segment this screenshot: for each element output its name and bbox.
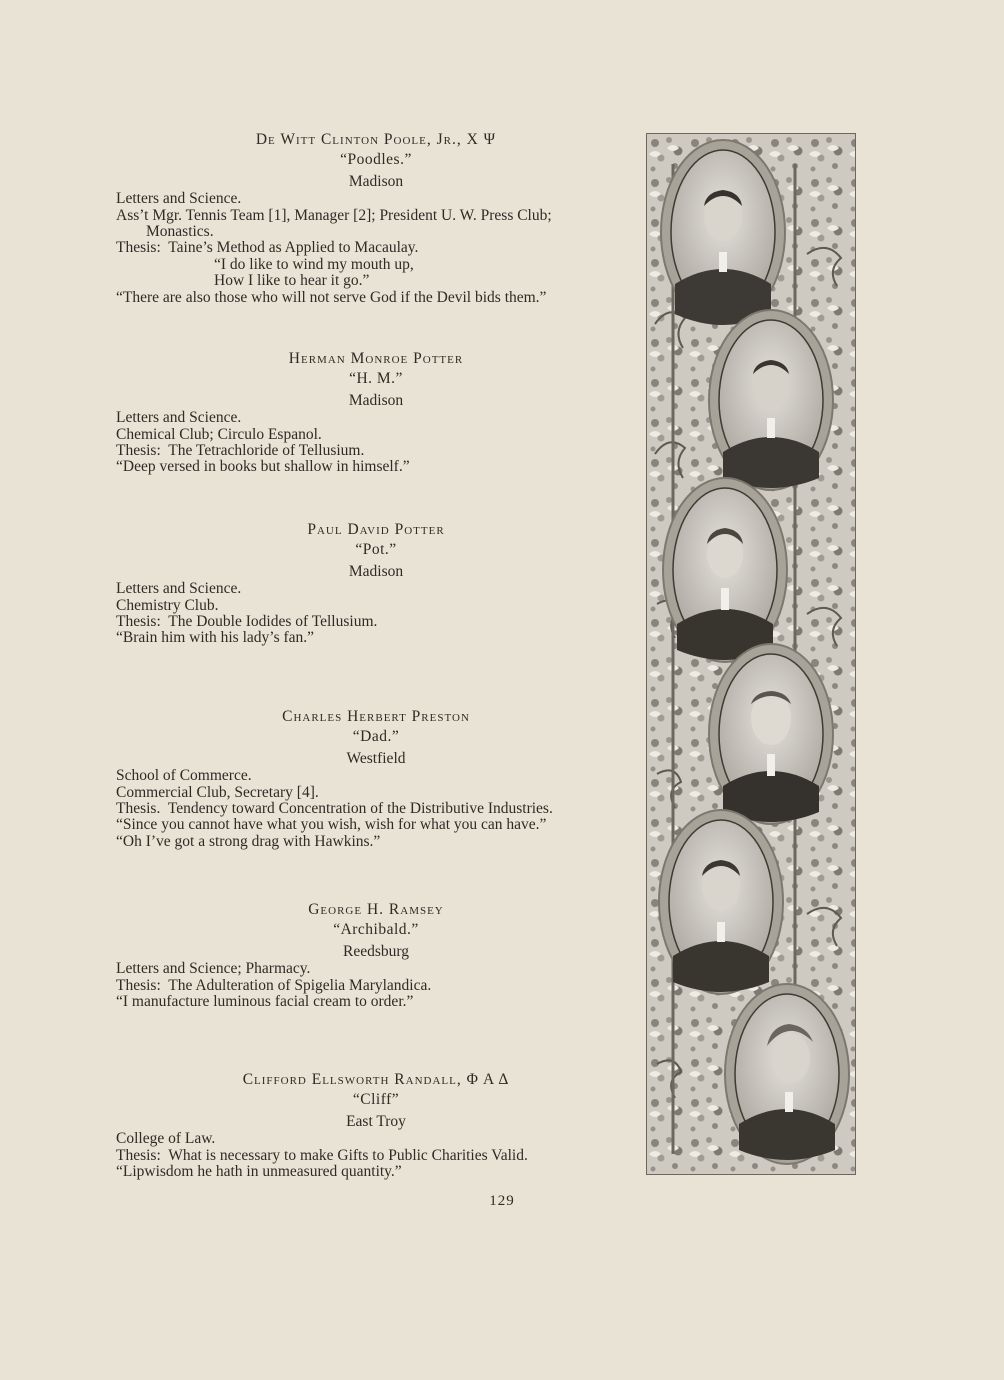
thesis-line: Thesis. Tendency toward Concentration of the Distributive Industries. [116, 800, 553, 818]
portrait-p-potter [663, 478, 787, 662]
student-details [116, 410, 636, 476]
thesis-line: Thesis: The Tetrachloride of Tellusium. [116, 442, 365, 460]
entry-randall [116, 1072, 636, 1180]
detail-line: College of Law. [116, 1130, 216, 1148]
entry-p-potter [116, 522, 636, 647]
quote-line: “Lipwisdom he hath in unmeasured quantity.” [116, 1163, 402, 1181]
thesis-line: Thesis: What is necessary to make Gifts to Public Charities Valid. [116, 1146, 528, 1164]
page-number: 129 [489, 1193, 515, 1209]
quote-line: “Since you cannot have what you wish, wish for what you can have.” [116, 816, 547, 834]
student-details [116, 768, 636, 850]
portrait-h-potter [709, 310, 833, 490]
student-details [116, 1131, 636, 1180]
student-details [116, 961, 636, 1010]
detail-line: Letters and Science. [116, 409, 242, 427]
entry-poole [116, 132, 636, 306]
detail-line: Chemistry Club. [116, 596, 219, 614]
portrait-panel-art [647, 134, 855, 1174]
student-name: George H. Ramsey [308, 901, 444, 918]
quote-line: “Oh I’ve got a strong drag with Hawkins.” [116, 832, 381, 850]
student-nickname: “Archibald.” [333, 921, 419, 939]
entry-ramsey [116, 902, 636, 1010]
student-hometown: Madison [348, 391, 404, 409]
detail-line: Letters and Science; Pharmacy. [116, 960, 311, 978]
student-name: Charles Herbert Preston [282, 708, 470, 725]
student-nickname: “Cliff” [352, 1091, 400, 1109]
student-hometown: Madison [348, 172, 404, 190]
thesis-line: Thesis: The Double Iodides of Tellusium. [116, 613, 378, 631]
quote-line: “I manufacture luminous facial cream to order.” [116, 993, 414, 1011]
student-details [116, 191, 636, 306]
thesis-line: Thesis: The Adulteration of Spigelia Marylandica. [116, 976, 432, 994]
detail-line: Chemical Club; Circulo Espanol. [116, 425, 322, 443]
student-nickname: “Poodles.” [340, 151, 412, 169]
student-hometown: Madison [348, 562, 404, 580]
thesis-line: Thesis: Taine’s Method as Applied to Macaulay. [116, 239, 419, 257]
detail-line: Monastics. [146, 223, 214, 241]
entry-preston [116, 709, 636, 850]
detail-line: School of Commerce. [116, 767, 252, 785]
student-name: Clifford Ellsworth Randall, Φ Α Δ [242, 1071, 510, 1088]
entry-h-potter [116, 351, 636, 476]
quote-line: How I like to hear it go.” [214, 272, 370, 290]
quote-line: “There are also those who will not serve God if the Devil bids them.” [116, 288, 547, 306]
student-hometown: East Troy [346, 1112, 406, 1130]
student-hometown: Westfield [346, 749, 406, 767]
quote-line: “Brain him with his lady’s fan.” [116, 629, 315, 647]
quote-line: “I do like to wind my mouth up, [214, 255, 414, 273]
student-name: Paul David Potter [307, 521, 445, 538]
student-nickname: “Pot.” [355, 541, 397, 559]
portrait-poole [661, 140, 785, 325]
detail-line: Commercial Club, Secretary [4]. [116, 783, 319, 801]
student-hometown: Reedsburg [342, 942, 409, 960]
student-details [116, 581, 636, 647]
quote-line: “Deep versed in books but shallow in himself.” [116, 458, 410, 476]
portrait-preston [709, 644, 833, 824]
detail-line: Ass’t Mgr. Tennis Team [1], Manager [2]; President U. W. Press Club; [116, 206, 552, 224]
detail-line: Letters and Science. [116, 580, 242, 598]
student-name: De Witt Clinton Poole, Jr., X Ψ [255, 131, 497, 148]
student-nickname: “H. M.” [349, 370, 403, 388]
student-nickname: “Dad.” [352, 728, 400, 746]
detail-line: Letters and Science. [116, 190, 242, 208]
student-name: Herman Monroe Potter [288, 350, 464, 367]
portrait-ramsey [659, 810, 783, 994]
portrait-randall [725, 984, 849, 1164]
portrait-panel [646, 133, 856, 1175]
